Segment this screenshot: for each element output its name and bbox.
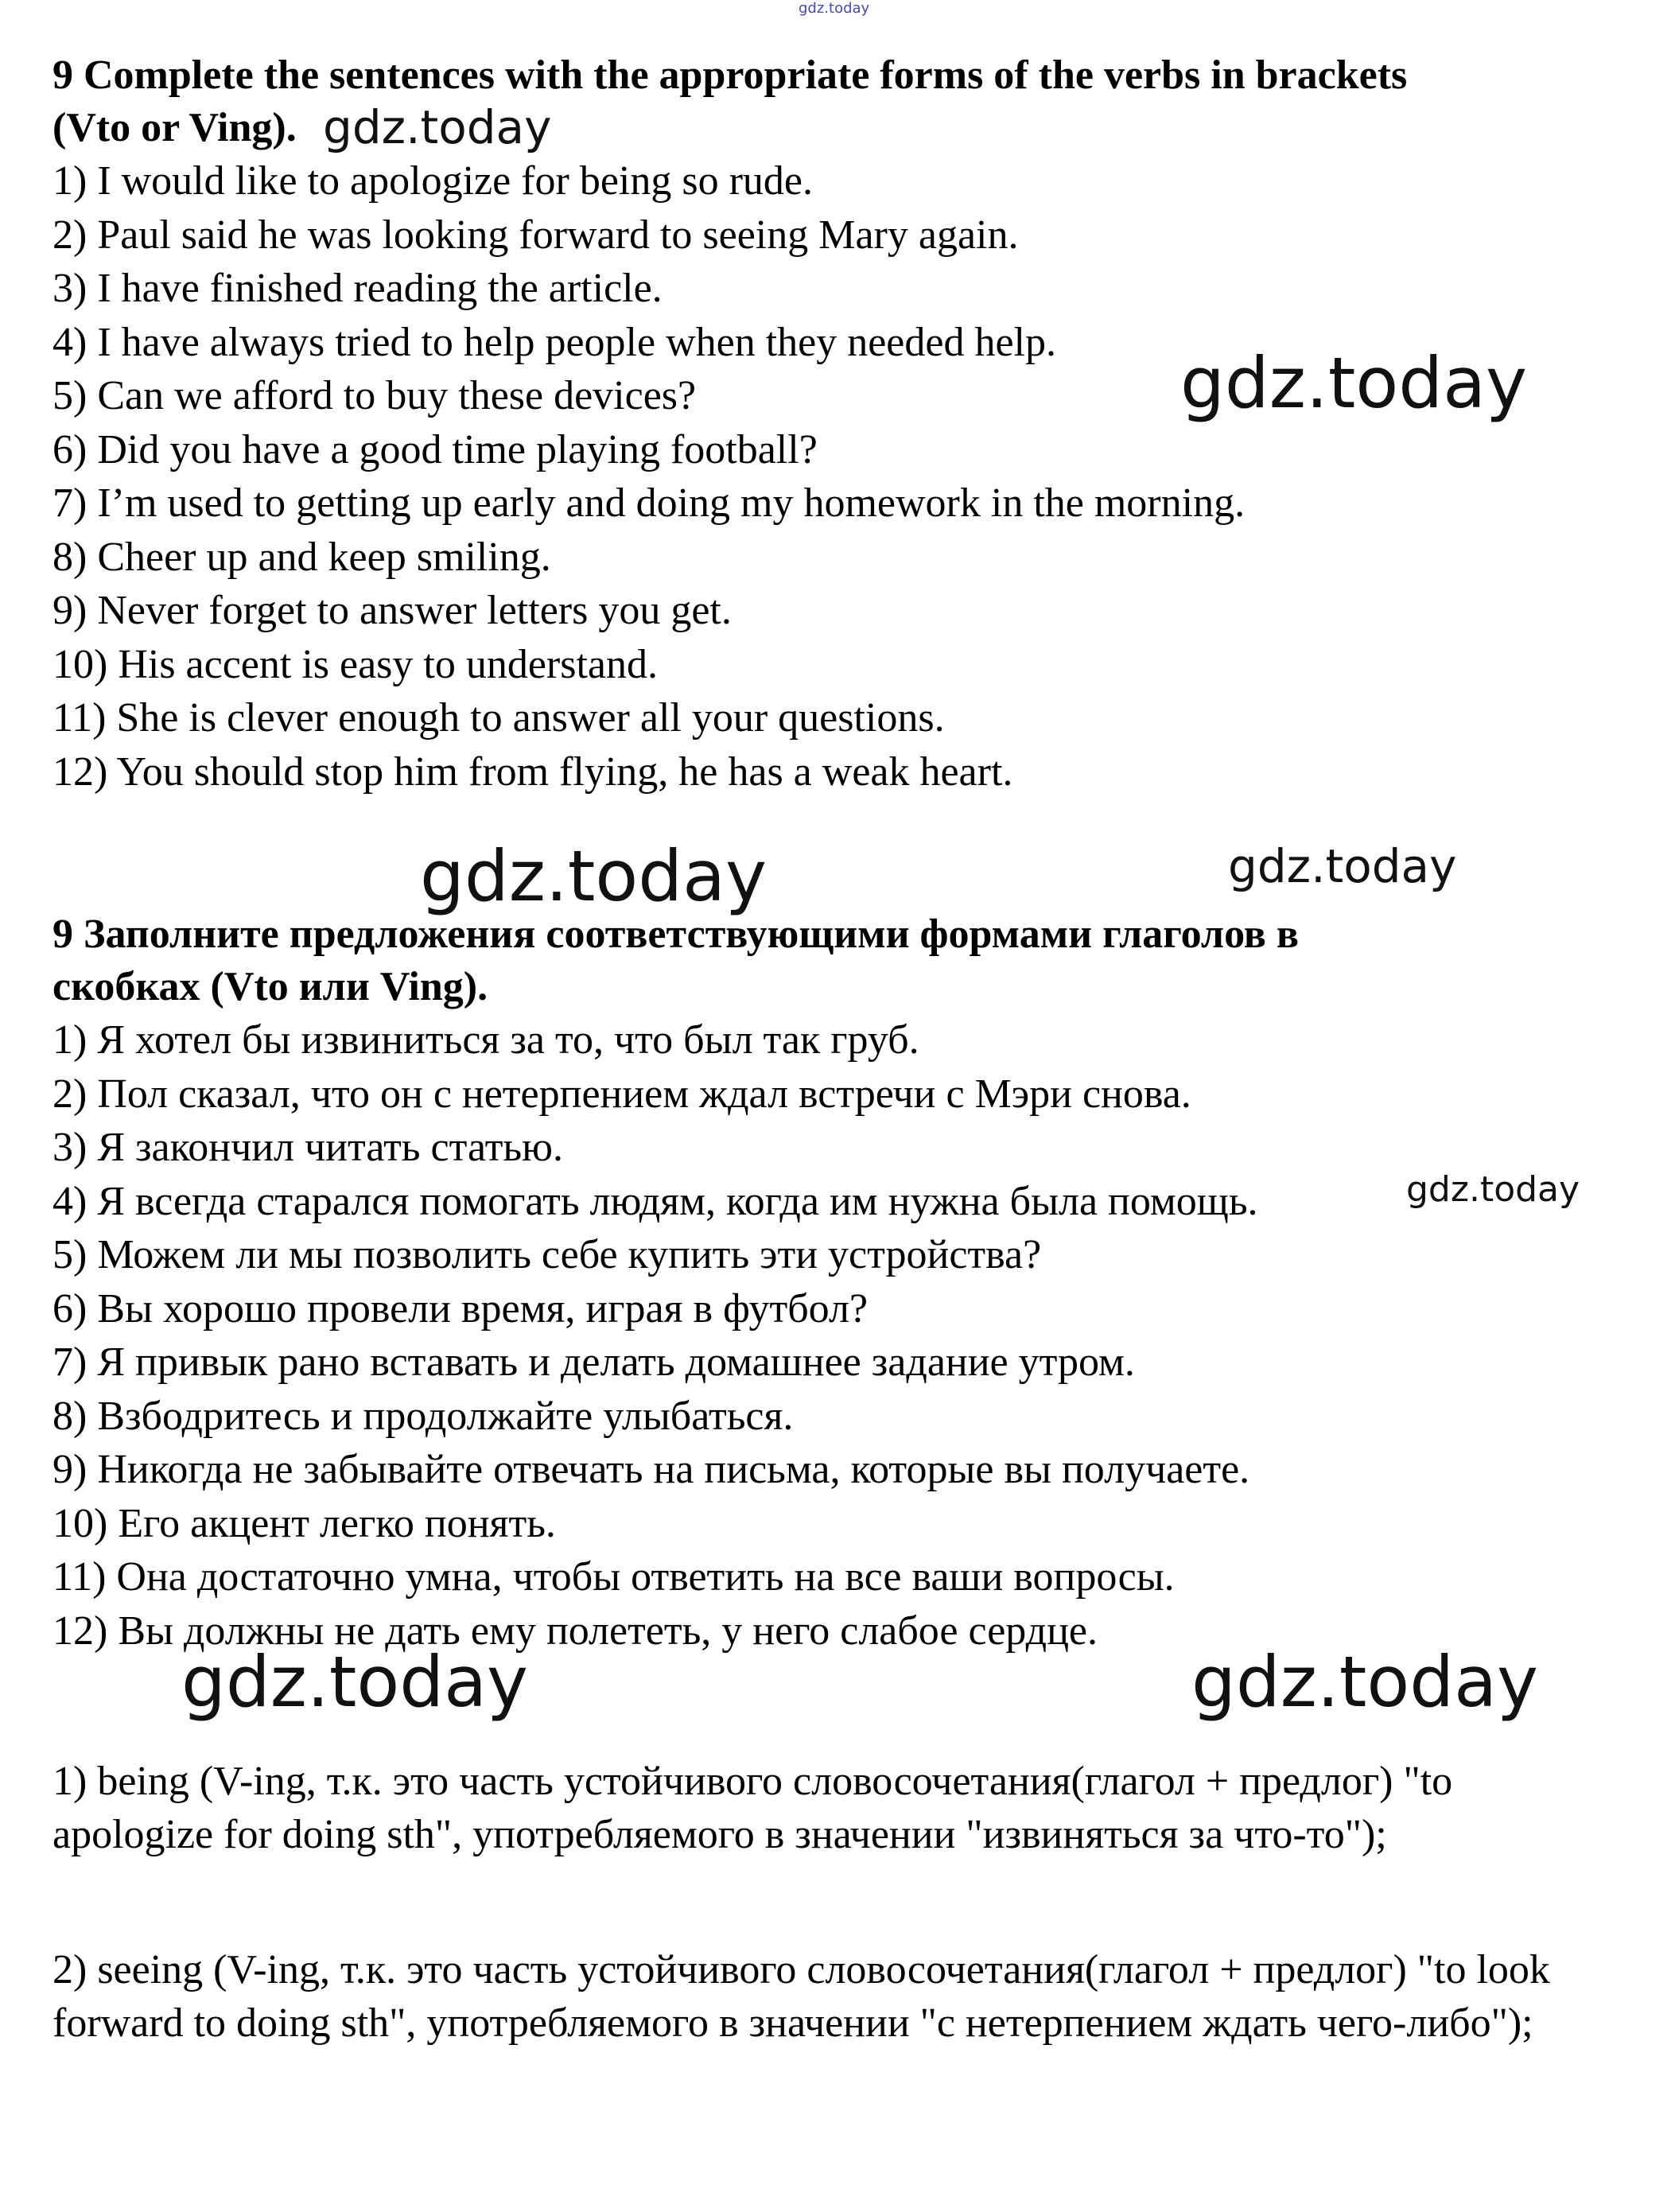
russian-item-5: 5) Можем ли мы позволить себе купить эти устройства? — [52, 1232, 1042, 1277]
english-item-2: 2) Paul said he was looking forward to seeing Mary again. — [52, 212, 1019, 258]
russian-item-6: 6) Вы хорошо провели время, играя в футбол? — [52, 1285, 869, 1331]
english-heading-line-1: 9 Complete the sentences with the appropriate forms of the verbs in brackets — [52, 52, 1408, 98]
watermark-heading: gdz.today — [323, 100, 552, 154]
watermark-bottom-right: gdz.today — [1191, 1641, 1539, 1723]
english-item-10: 10) His accent is easy to understand. — [52, 641, 659, 687]
russian-item-1: 1) Я хотел бы извиниться за то, что был так груб. — [52, 1017, 919, 1063]
russian-item-3: 3) Я закончил читать статью. — [52, 1125, 563, 1170]
english-item-4: 4) I have always tried to help people when they needed help. — [52, 319, 1056, 365]
explanation-2 — [52, 1943, 1611, 2050]
english-item-6: 6) Did you have a good time playing football? — [52, 426, 818, 472]
watermark-top: gdz.today — [799, 0, 870, 17]
english-item-3: 3) I have finished reading the article. — [52, 266, 663, 311]
watermark-inline: gdz.today — [1406, 1169, 1580, 1210]
russian-heading-line-2: скобках (Vto или Ving). — [52, 964, 488, 1009]
russian-item-7: 7) Я привык рано вставать и делать домашнее задание утром. — [52, 1339, 1135, 1385]
russian-item-9: 9) Никогда не забывайте отвечать на письма, которые вы получаете. — [52, 1447, 1250, 1492]
russian-item-11: 11) Она достаточно умна, чтобы ответить на все ваши вопросы. — [52, 1554, 1175, 1600]
russian-item-8: 8) Взбодритесь и продолжайте улыбаться. — [52, 1393, 794, 1439]
english-item-5: 5) Can we afford to buy these devices? — [52, 373, 697, 418]
english-heading-line-2: (Vto or Ving). — [52, 105, 297, 150]
explanation-text-2: 2) seeing (V-ing, т.к. это часть устойчивого словосочетания(глагол + предлог) "to look forward to doing sth", употребляемого в значении "с нетерпением ждать чего-либо"); — [52, 1947, 1550, 2046]
russian-item-4: 4) Я всегда старался помогать людям, когда им нужна была помощь. — [52, 1178, 1258, 1224]
english-item-9: 9) Never forget to answer letters you get. — [52, 588, 732, 633]
watermark-right-upper: gdz.today — [1180, 342, 1528, 424]
english-item-7: 7) I’m used to getting up early and doing my homework in the morning. — [52, 480, 1246, 526]
watermark-center: gdz.today — [420, 835, 768, 917]
english-section — [52, 49, 1611, 799]
explanation-1 — [52, 1755, 1611, 1861]
watermark-bottom-left: gdz.today — [181, 1641, 529, 1723]
english-item-8: 8) Cheer up and keep smiling. — [52, 534, 551, 580]
english-item-1: 1) I would like to apologize for being so rude. — [52, 158, 813, 204]
russian-item-12: 12) Вы должны не дать ему полететь, у него слабое сердце. — [52, 1607, 1098, 1654]
russian-item-10: 10) Его акцент легко понять. — [52, 1500, 556, 1546]
explanation-text-1: 1) being (V-ing, т.к. это часть устойчивого словосочетания(глагол + предлог) "to apologize for doing sth", употребляемого в значении "извиняться за что-то"); — [52, 1759, 1453, 1857]
russian-item-2: 2) Пол сказал, что он с нетерпением ждал встречи с Мэри снова. — [52, 1071, 1191, 1117]
watermark-right-middle: gdz.today — [1228, 839, 1457, 893]
russian-heading-line-1: 9 Заполните предложения соответствующими формами глаголов в — [52, 912, 1299, 957]
english-item-11: 11) She is clever enough to answer all your questions. — [52, 695, 945, 741]
russian-section — [52, 908, 1611, 1658]
english-item-12: 12) You should stop him from flying, he has a weak heart. — [52, 748, 1013, 795]
